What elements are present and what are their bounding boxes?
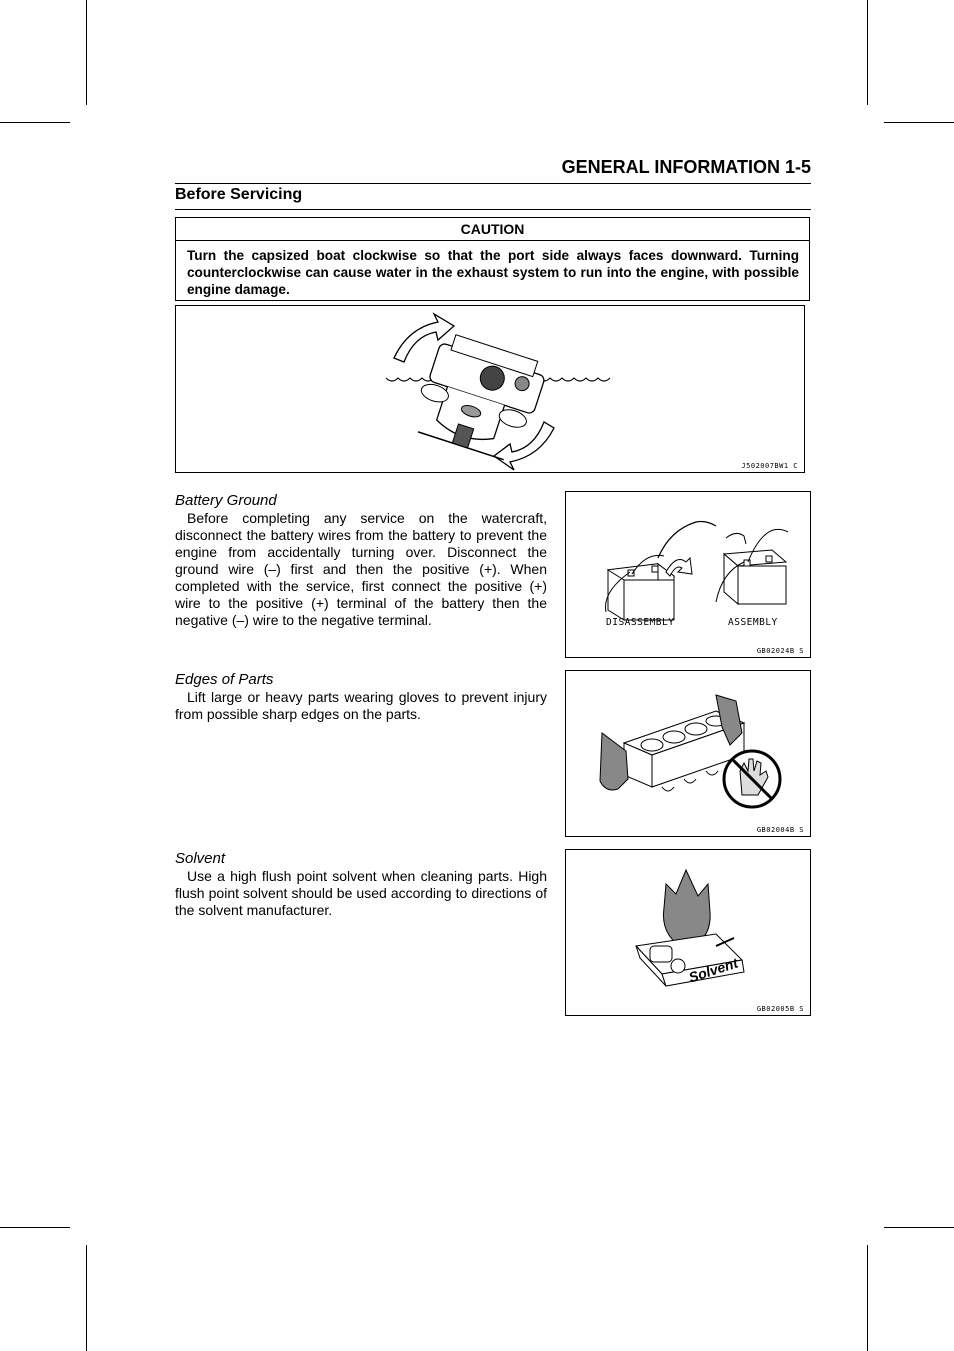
capsized-boat-figure [175, 305, 805, 473]
edges-of-parts-title: Edges of Parts [175, 671, 274, 688]
figure-code: GB02004B S [756, 826, 804, 834]
crop-mark [884, 1227, 954, 1228]
battery-illustration [566, 492, 812, 659]
edges-figure [565, 670, 811, 837]
glove-left-icon [600, 733, 628, 790]
solvent-figure [565, 849, 811, 1016]
battery-right-icon [724, 550, 786, 604]
caution-box [175, 217, 810, 301]
watercraft-icon [409, 330, 550, 464]
no-bare-hand-icon [724, 751, 780, 807]
battery-ground-title: Battery Ground [175, 492, 277, 509]
page-header: GENERAL INFORMATION 1-5 [561, 157, 811, 177]
figure-code: GB02005B S [756, 1005, 804, 1013]
rotation-arrow-bottom-icon [494, 422, 554, 470]
arrow-up-icon [666, 558, 692, 576]
figure-code: J502007BW1 C [741, 462, 798, 470]
solvent-text: Use a high flush point solvent when cleaning parts. High flush point solvent should be used according to directions of the solvent manufacturer. [175, 868, 547, 918]
section-title: Before Servicing [175, 186, 303, 203]
capsized-boat-illustration [176, 306, 806, 474]
figure-code: GB02024B S [756, 647, 804, 655]
arrow-down-icon [726, 533, 746, 544]
solvent-title: Solvent [175, 850, 226, 867]
crop-mark [86, 0, 87, 105]
crop-mark [884, 122, 954, 123]
assembly-label: ASSEMBLY [728, 617, 778, 628]
battery-figure [565, 491, 811, 658]
solvent-label: Solvent [686, 954, 740, 986]
crop-mark [0, 1227, 70, 1228]
battery-ground-text: Before completing any service on the watercraft, disconnect the battery wires from the battery to prevent the engine from accidentally turning over. Disconnect the ground wire (–) first and then the positive (+). When completed with the service, first connect the positive (+) wire to the positive (+) terminal of the battery then the negative (–) wire to the negative terminal. [175, 510, 547, 628]
header-rule [175, 183, 811, 184]
edges-illustration [566, 671, 812, 838]
caution-text: Turn the capsized boat clockwise so that the port side always faces downward. Turning counterclockwise can cause water in the exhaust system to run into the engine, with possible engine damage. [187, 248, 799, 297]
crop-mark [867, 0, 868, 105]
disassembly-label: DISASSEMBLY [606, 617, 675, 628]
crop-mark [0, 122, 70, 123]
caution-heading: CAUTION [176, 218, 809, 241]
crop-mark [867, 1245, 868, 1351]
solvent-illustration [566, 850, 812, 1017]
section-rule [175, 209, 811, 210]
hand-left-icon [658, 522, 716, 559]
battery-left-icon [608, 564, 674, 620]
edges-of-parts-text: Lift large or heavy parts wearing gloves to prevent injury from possible sharp edges on the parts. [175, 689, 547, 722]
crop-mark [86, 1245, 87, 1351]
